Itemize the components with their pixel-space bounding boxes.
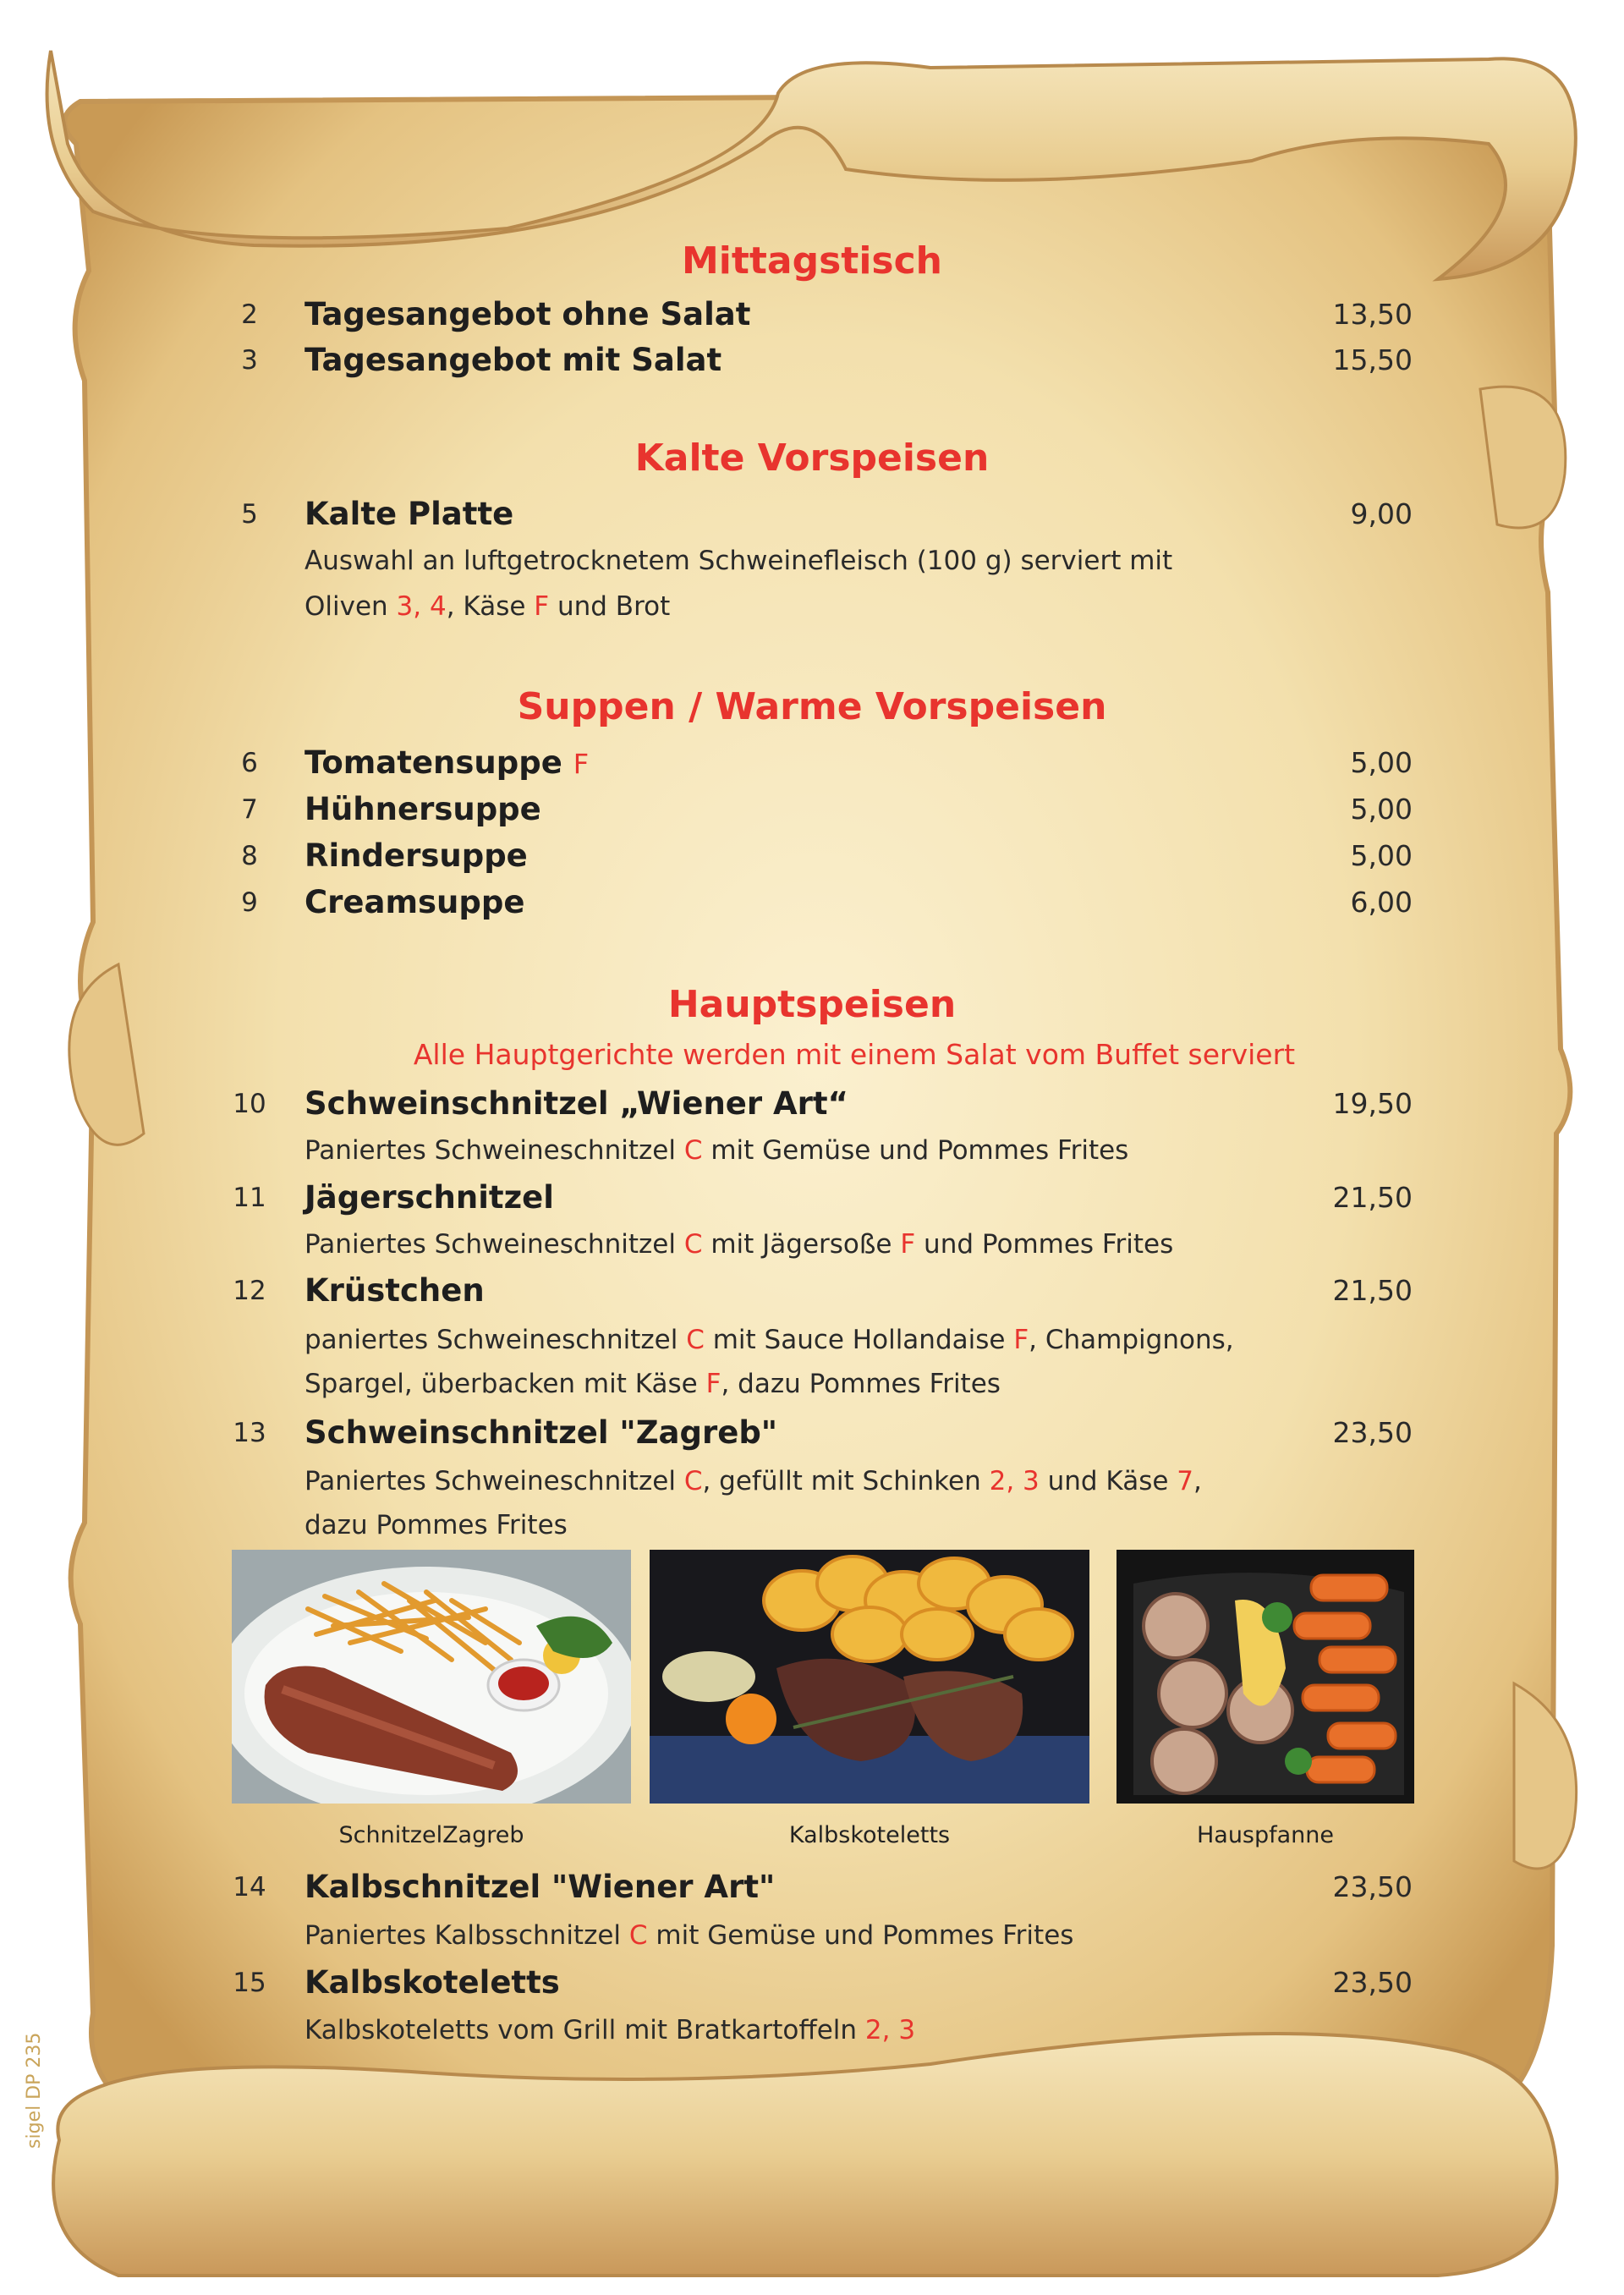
brand-name: sigel — [24, 2105, 45, 2149]
photo-caption: Kalbskoteletts — [788, 1822, 951, 1848]
section-subtitle-hauptspeisen: Alle Hauptgerichte werden mit einem Salat vom Buffet serviert — [413, 1038, 1296, 1071]
item-name: Schweinschnitzel "Zagreb" — [304, 1414, 778, 1451]
item-number: 7 — [241, 794, 258, 825]
allergen-code: 7 — [1177, 1466, 1194, 1496]
item-price: 5,00 — [1350, 746, 1413, 779]
item-name: Kalbschnitzel "Wiener Art" — [304, 1869, 776, 1905]
item-price: 23,50 — [1332, 1966, 1413, 1999]
item-price: 5,00 — [1350, 839, 1413, 872]
item-price: 15,50 — [1332, 343, 1413, 376]
allergen-code: F — [900, 1229, 916, 1260]
item-number: 10 — [233, 1089, 266, 1119]
item-description: dazu Pommes Frites — [304, 1510, 568, 1540]
item-description: Paniertes Kalbsschnitzel C mit Gemüse und Pommes Frites — [304, 1920, 1074, 1951]
item-number: 9 — [241, 887, 258, 918]
item-price: 5,00 — [1350, 793, 1413, 826]
schnitzel-photo — [232, 1550, 631, 1804]
item-description: Oliven 3, 4, Käse F und Brot — [304, 591, 671, 622]
allergen-code: F — [1013, 1325, 1029, 1355]
item-number: 3 — [241, 345, 258, 376]
item-description: Auswahl an luftgetrocknetem Schweinefleisch (100 g) serviert mit — [304, 546, 1173, 576]
allergen-code: F — [534, 591, 550, 622]
item-name: Jägerschnitzel — [304, 1179, 554, 1216]
allergen-code: F — [705, 1369, 721, 1399]
item-name: Kalte Platte — [304, 496, 514, 532]
item-price: 21,50 — [1332, 1274, 1413, 1307]
item-description: Kalbskoteletts vom Grill mit Bratkartoffeln 2, 3 — [304, 2015, 916, 2045]
allergen-code: C — [683, 1135, 703, 1166]
item-description: Paniertes Schweineschnitzel C mit Gemüse und Pommes Frites — [304, 1135, 1129, 1166]
product-code: DP 235 — [24, 2032, 45, 2100]
item-price: 23,50 — [1332, 1870, 1413, 1903]
allergen-code: 2, 3 — [864, 2015, 916, 2045]
item-name: Krüstchen — [304, 1272, 485, 1309]
section-title-suppen: Suppen / Warme Vorspeisen — [517, 685, 1107, 728]
item-name: Hühnersuppe — [304, 791, 541, 827]
sigel-mark — [24, 2033, 45, 2149]
allergen-code: C — [683, 1466, 703, 1496]
item-price: 21,50 — [1332, 1181, 1413, 1214]
item-description: Spargel, überbacken mit Käse F, dazu Pommes Frites — [304, 1369, 1001, 1399]
item-number: 6 — [241, 748, 258, 778]
section-title-mittagstisch: Mittagstisch — [681, 239, 943, 283]
allergen-code: 3, 4 — [396, 591, 447, 622]
item-number: 15 — [233, 1968, 266, 1998]
item-number: 8 — [241, 841, 258, 871]
item-name: Tagesangebot ohne Salat — [304, 296, 751, 332]
item-number: 12 — [233, 1276, 266, 1306]
item-price: 23,50 — [1332, 1416, 1413, 1449]
item-name: Kalbskoteletts — [304, 1964, 560, 2001]
item-name: Tagesangebot mit Salat — [304, 342, 722, 378]
item-description: Paniertes Schweineschnitzel C, gefüllt mit Schinken 2, 3 und Käse 7, — [304, 1466, 1202, 1496]
item-number: 13 — [233, 1418, 266, 1448]
item-number: 11 — [233, 1183, 266, 1213]
allergen-code: 2, 3 — [989, 1466, 1040, 1496]
item-name: Creamsuppe — [304, 884, 525, 920]
section-title-kalte-vorspeisen: Kalte Vorspeisen — [634, 436, 990, 480]
item-name: Tomatensuppe F — [304, 744, 590, 781]
koteletts-photo — [650, 1550, 1089, 1804]
section-title-hauptspeisen: Hauptspeisen — [667, 983, 957, 1026]
item-number: 2 — [241, 299, 258, 330]
photo-caption: Hauspfanne — [1196, 1822, 1335, 1848]
item-price: 13,50 — [1332, 298, 1413, 331]
allergen-code: C — [686, 1325, 705, 1355]
item-price: 9,00 — [1350, 497, 1413, 530]
allergen-code: C — [628, 1920, 648, 1951]
item-number: 14 — [233, 1872, 266, 1902]
allergen-code: C — [683, 1229, 703, 1260]
item-name: Schweinschnitzel „Wiener Art“ — [304, 1085, 848, 1122]
item-description: Paniertes Schweineschnitzel C mit Jägersoße F und Pommes Frites — [304, 1229, 1174, 1260]
item-price: 6,00 — [1350, 886, 1413, 919]
item-price: 19,50 — [1332, 1087, 1413, 1120]
hauspfanne-photo — [1116, 1550, 1414, 1804]
item-description: paniertes Schweineschnitzel C mit Sauce Hollandaise F, Champignons, — [304, 1325, 1234, 1355]
item-number: 5 — [241, 499, 258, 530]
photo-caption: SchnitzelZagreb — [338, 1822, 524, 1848]
allergen-code: F — [573, 748, 590, 780]
item-name: Rindersuppe — [304, 837, 528, 874]
